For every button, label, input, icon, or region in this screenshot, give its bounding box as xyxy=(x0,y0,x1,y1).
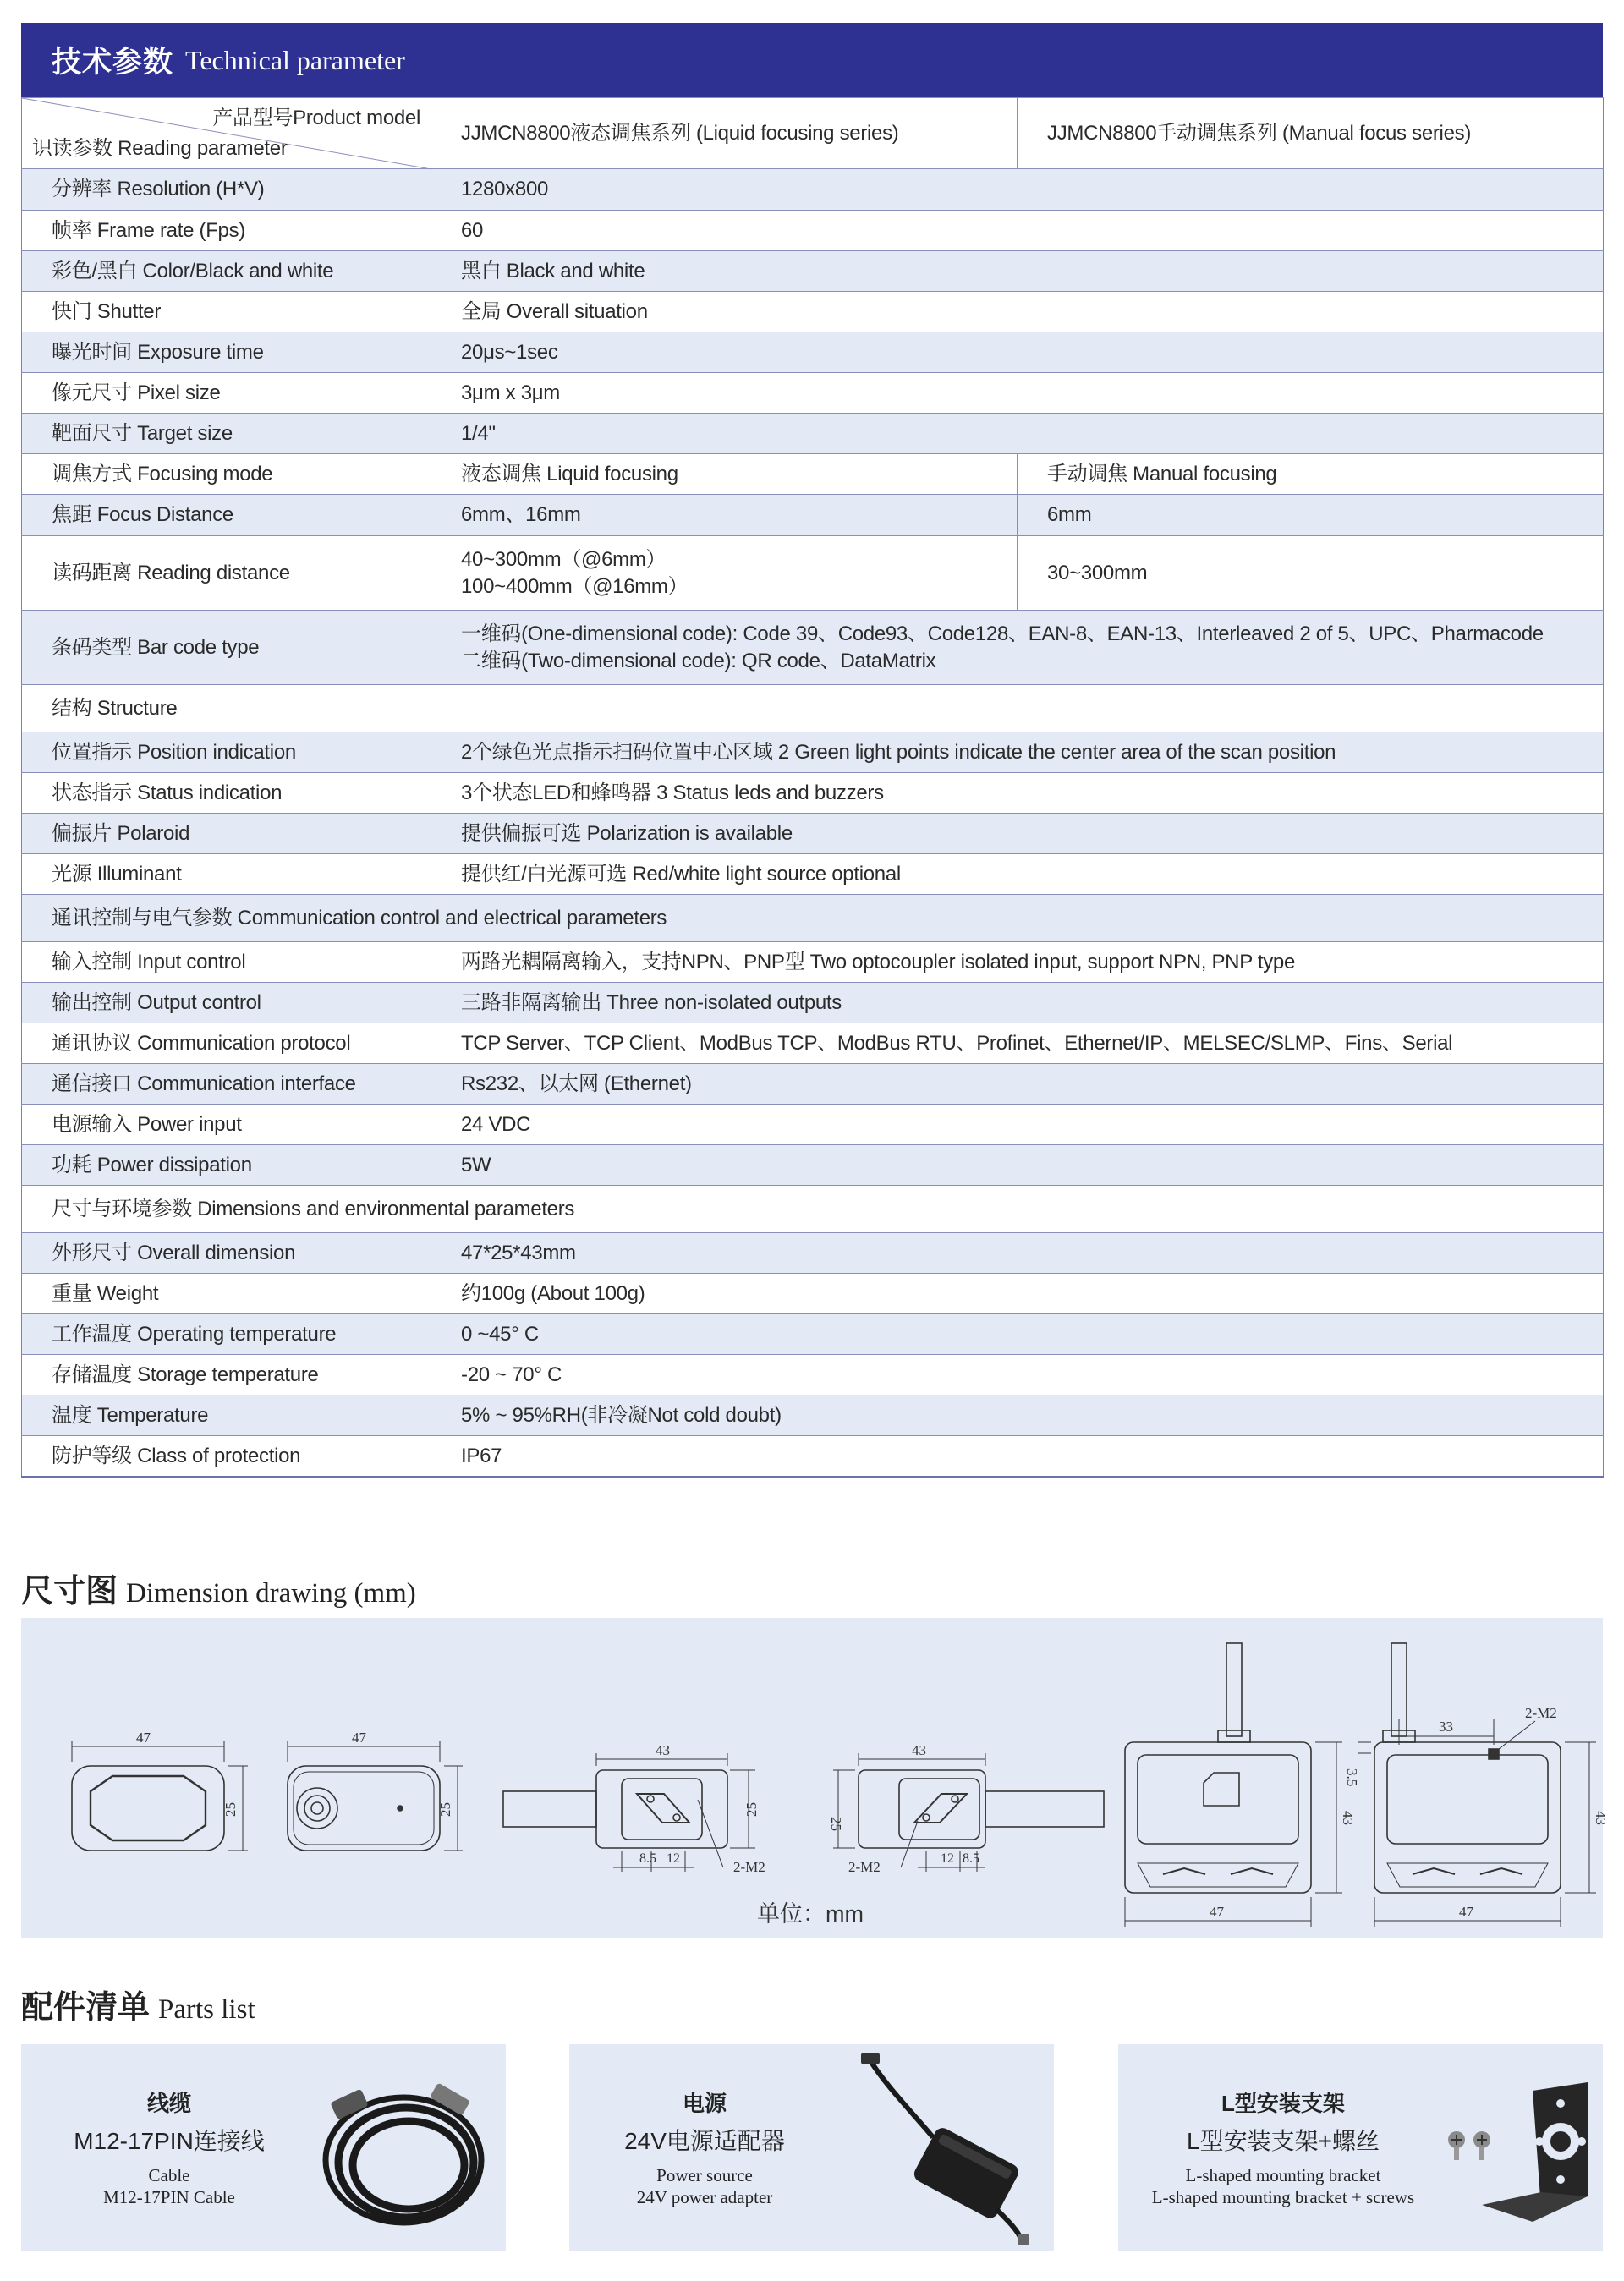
row-label: 电源输入 Power input xyxy=(22,1105,431,1145)
table-row xyxy=(22,414,1604,454)
reading-distance-16mm: 100~400mm（@16mm） xyxy=(461,574,689,598)
table-row xyxy=(22,292,1604,332)
part-name-en: Cable xyxy=(148,2165,190,2185)
part-desc-cn: 24V电源适配器 xyxy=(624,2128,785,2154)
part-desc-en: M12-17PIN Cable xyxy=(103,2187,235,2207)
diagonal-header-cell xyxy=(22,98,431,169)
dimension-title-cn: 尺寸图 xyxy=(21,1574,118,1609)
table-row xyxy=(22,1105,1604,1145)
table-row xyxy=(22,1145,1604,1186)
row-label: 防护等级 Class of protection xyxy=(22,1436,431,1477)
table-row xyxy=(22,983,1604,1023)
dim-label-47: 47 xyxy=(1459,1904,1473,1920)
unit-label: 单位：mm xyxy=(757,1901,864,1927)
row-value: 0 ~45° C xyxy=(431,1314,1604,1355)
table-header-row xyxy=(22,98,1604,169)
row-label: 帧率 Frame rate (Fps) xyxy=(22,211,431,251)
part-name-cn: 线缆 xyxy=(146,2091,191,2116)
table-row xyxy=(22,942,1604,983)
table-row xyxy=(22,454,1604,495)
table-row xyxy=(22,773,1604,814)
row-value: -20 ~ 70° C xyxy=(431,1355,1604,1395)
dim-label-8-5: 8.5 xyxy=(963,1851,979,1866)
dim-label-47: 47 xyxy=(136,1730,151,1746)
row-value: 提供偏振可选 Polarization is available xyxy=(431,814,1604,854)
dimension-drawing xyxy=(21,1618,1609,1938)
tech-title-cn: 技术参数 xyxy=(52,46,174,79)
table-row xyxy=(22,814,1604,854)
dim-label-43: 43 xyxy=(656,1742,670,1758)
row-value: 47*25*43mm xyxy=(431,1233,1604,1274)
power-adapter-icon xyxy=(853,2053,1047,2247)
table-row xyxy=(22,1436,1604,1477)
side-view-left-drawing xyxy=(503,1753,755,1872)
row-label: 调焦方式 Focusing mode xyxy=(22,454,431,495)
section-environment: 尺寸与环境参数 Dimensions and environmental parameters xyxy=(22,1186,1604,1233)
table-row xyxy=(22,332,1604,373)
bracket-view-drawing xyxy=(1358,1643,1596,1927)
dim-label-47: 47 xyxy=(352,1730,366,1746)
parts-title-cn: 配件清单 xyxy=(21,1990,151,2026)
row-value: Rs232、以太网 (Ethernet) xyxy=(431,1064,1604,1105)
row-value: 6mm xyxy=(1018,495,1604,536)
row-value: 2个绿色光点指示扫码位置中心区域 2 Green light points indicate the center area of the scan position xyxy=(431,732,1604,773)
part-card-power xyxy=(569,2044,1054,2251)
table-row xyxy=(22,611,1604,685)
technical-parameter-section xyxy=(21,23,1603,1478)
barcode-2d: 二维码(Two-dimensional code): QR code、DataMatrix xyxy=(461,649,936,672)
row-label: 条码类型 Bar code type xyxy=(22,611,431,685)
dim-label-12: 12 xyxy=(941,1851,954,1866)
dim-label-8-5: 8.5 xyxy=(639,1851,656,1866)
dim-label-2-m2: 2-M2 xyxy=(1525,1705,1557,1721)
row-label: 外形尺寸 Overall dimension xyxy=(22,1233,431,1274)
dim-label-43: 43 xyxy=(912,1742,926,1758)
col-manual-header: JJMCN8800手动调焦系列 (Manual focus series) xyxy=(1018,98,1604,169)
row-label: 像元尺寸 Pixel size xyxy=(22,373,431,414)
dimension-title xyxy=(21,1565,416,1611)
row-label: 读码距离 Reading distance xyxy=(22,536,431,611)
row-value: 黑白 Black and white xyxy=(431,251,1604,292)
row-label: 分辨率 Resolution (H*V) xyxy=(22,169,431,211)
dim-label-2-m2: 2-M2 xyxy=(848,1859,881,1875)
screw-icon xyxy=(1448,2131,1490,2160)
row-value: 6mm、16mm xyxy=(431,495,1018,536)
part-desc-en: 24V power adapter xyxy=(636,2187,773,2207)
row-value xyxy=(431,611,1604,685)
section-communication: 通讯控制与电气参数 Communication control and electrical parameters xyxy=(22,895,1604,942)
reading-label: 识读参数 Reading parameter xyxy=(32,136,288,160)
row-value: 手动调焦 Manual focusing xyxy=(1018,454,1604,495)
section-structure: 结构 Structure xyxy=(22,685,1604,732)
part-desc-en: L-shaped mounting bracket + screws xyxy=(1151,2187,1415,2207)
dim-label-47: 47 xyxy=(1210,1904,1224,1920)
row-value: 全局 Overall situation xyxy=(431,292,1604,332)
row-value: 约100g (About 100g) xyxy=(431,1274,1604,1314)
row-label: 通信接口 Communication interface xyxy=(22,1064,431,1105)
tech-header-bar xyxy=(21,23,1603,97)
front-view-drawing xyxy=(72,1741,248,1851)
row-value: IP67 xyxy=(431,1436,1604,1477)
row-value: 1/4" xyxy=(431,414,1604,454)
row-value: 60 xyxy=(431,211,1604,251)
table-row xyxy=(22,251,1604,292)
row-label: 光源 Illuminant xyxy=(22,854,431,895)
part-name-cn: 电源 xyxy=(682,2091,727,2116)
row-label: 状态指示 Status indication xyxy=(22,773,431,814)
reading-distance-6mm: 40~300mm（@6mm） xyxy=(461,548,667,572)
tech-title-en: Technical parameter xyxy=(185,44,405,75)
part-name-cn: L型安装支架 xyxy=(1221,2091,1345,2116)
row-value: 24 VDC xyxy=(431,1105,1604,1145)
dim-label-25: 25 xyxy=(743,1802,760,1817)
section-row xyxy=(22,1186,1604,1233)
model-label: 产品型号Product model xyxy=(212,107,420,129)
part-desc-cn: M12-17PIN连接线 xyxy=(74,2128,265,2154)
dim-label-3-5: 3.5 xyxy=(1344,1768,1360,1787)
dim-label-25: 25 xyxy=(437,1802,453,1817)
dim-label-12: 12 xyxy=(667,1851,680,1866)
row-label: 焦距 Focus Distance xyxy=(22,495,431,536)
row-value: 5W xyxy=(431,1145,1604,1186)
row-value: 液态调焦 Liquid focusing xyxy=(431,454,1018,495)
section-row xyxy=(22,685,1604,732)
dim-label-43-height: 43 xyxy=(1593,1811,1609,1825)
spec-table xyxy=(21,97,1604,1478)
row-value xyxy=(431,536,1018,611)
dim-label-25: 25 xyxy=(222,1802,239,1817)
table-row xyxy=(22,1064,1604,1105)
part-card-bracket xyxy=(1118,2044,1603,2251)
row-label: 位置指示 Position indication xyxy=(22,732,431,773)
table-row xyxy=(22,854,1604,895)
row-label: 输出控制 Output control xyxy=(22,983,431,1023)
table-row xyxy=(22,1355,1604,1395)
row-label: 功耗 Power dissipation xyxy=(22,1145,431,1186)
table-row xyxy=(22,495,1604,536)
part-name-en: Power source xyxy=(656,2165,753,2185)
row-label: 快门 Shutter xyxy=(22,292,431,332)
part-desc-cn: L型安装支架+螺丝 xyxy=(1187,2128,1380,2154)
table-row xyxy=(22,373,1604,414)
dim-label-33: 33 xyxy=(1439,1719,1453,1735)
col-liquid-header: JJMCN8800液态调焦系列 (Liquid focusing series) xyxy=(431,98,1018,169)
part-name-en: L-shaped mounting bracket xyxy=(1185,2165,1381,2185)
row-value: 20μs~1sec xyxy=(431,332,1604,373)
row-value: 30~300mm xyxy=(1018,536,1604,611)
table-row xyxy=(22,1314,1604,1355)
row-value: 三路非隔离输出 Three non-isolated outputs xyxy=(431,983,1604,1023)
row-label: 温度 Temperature xyxy=(22,1395,431,1436)
part-card-cable xyxy=(21,2044,506,2251)
top-view-drawing xyxy=(1125,1643,1342,1927)
table-row xyxy=(22,1395,1604,1436)
row-label: 彩色/黑白 Color/Black and white xyxy=(22,251,431,292)
table-row xyxy=(22,211,1604,251)
table-row xyxy=(22,1233,1604,1274)
row-value: 两路光耦隔离输入，支持NPN、PNP型 Two optocoupler isolated input, support NPN, PNP type xyxy=(431,942,1604,983)
cable-icon xyxy=(317,2065,495,2234)
row-label: 重量 Weight xyxy=(22,1274,431,1314)
row-label: 曝光时间 Exposure time xyxy=(22,332,431,373)
row-label: 存储温度 Storage temperature xyxy=(22,1355,431,1395)
row-label: 输入控制 Input control xyxy=(22,942,431,983)
dim-label-25: 25 xyxy=(828,1817,844,1831)
table-row xyxy=(22,1023,1604,1064)
row-value: 1280x800 xyxy=(431,169,1604,211)
dim-label-2-m2: 2-M2 xyxy=(733,1859,765,1875)
table-row xyxy=(22,169,1604,211)
barcode-1d: 一维码(One-dimensional code): Code 39、Code93、Code128、EAN-8、EAN-13、Interleaved 2 of 5、UPC、Pharmacode xyxy=(461,622,1544,646)
bracket-icon xyxy=(1431,2057,1600,2243)
parts-title-en: Parts list xyxy=(158,1994,255,2025)
row-label: 靶面尺寸 Target size xyxy=(22,414,431,454)
table-row xyxy=(22,732,1604,773)
parts-title xyxy=(21,1981,255,2027)
row-value: 提供红/白光源可选 Red/white light source optional xyxy=(431,854,1604,895)
back-view-drawing xyxy=(288,1741,463,1851)
dim-label-43-height: 43 xyxy=(1340,1811,1356,1825)
row-value: TCP Server、TCP Client、ModBus TCP、ModBus RTU、Profinet、Ethernet/IP、MELSEC/SLMP、Fins、Serial xyxy=(431,1023,1604,1064)
row-label: 工作温度 Operating temperature xyxy=(22,1314,431,1355)
row-value: 5% ~ 95%RH(非冷凝Not cold doubt) xyxy=(431,1395,1604,1436)
row-label: 通讯协议 Communication protocol xyxy=(22,1023,431,1064)
dimension-title-en: Dimension drawing (mm) xyxy=(126,1578,416,1609)
row-value: 3个状态LED和蜂鸣器 3 Status leds and buzzers xyxy=(431,773,1604,814)
row-label: 偏振片 Polaroid xyxy=(22,814,431,854)
dimension-drawing-panel xyxy=(21,1618,1609,1938)
table-row xyxy=(22,536,1604,611)
row-value: 3μm x 3μm xyxy=(431,373,1604,414)
section-row xyxy=(22,895,1604,942)
table-row xyxy=(22,1274,1604,1314)
